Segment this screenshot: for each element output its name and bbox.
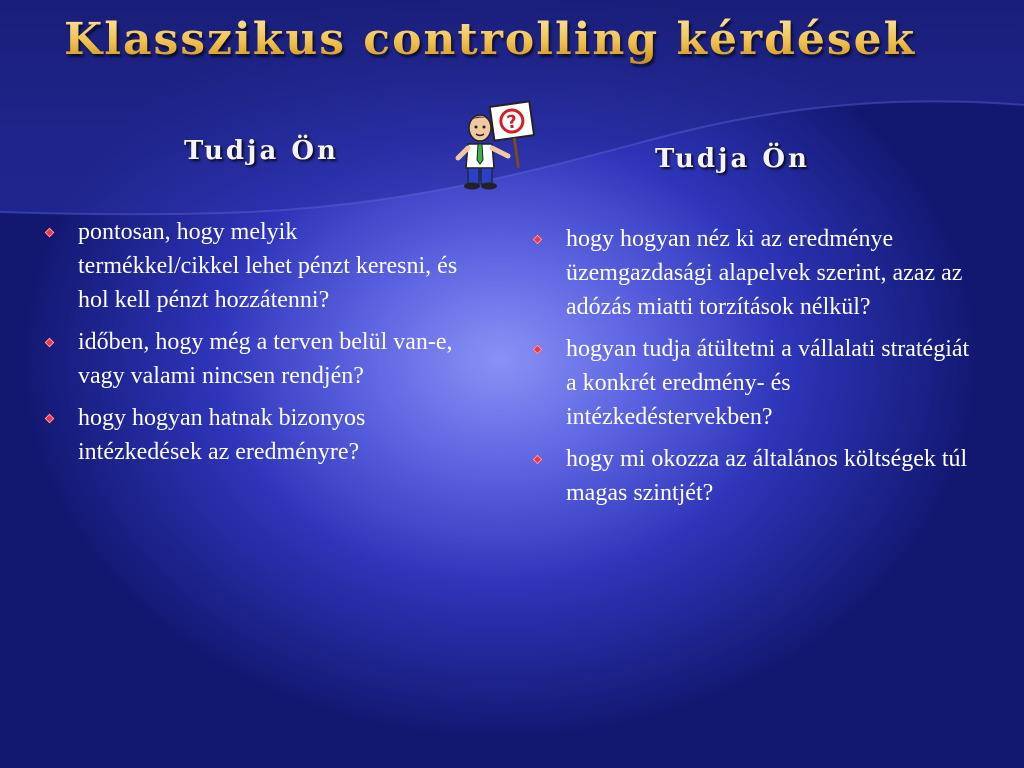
list-item-text: időben, hogy még a terven belül van-e, vagy valami nincsen rendjén? (78, 329, 453, 389)
list-item (42, 215, 462, 317)
left-bullet-list (42, 215, 462, 477)
diamond-bullet-icon (45, 414, 55, 424)
list-item (42, 401, 462, 469)
list-item-text: hogyan tudja átültetni a vállalati stratégiát a konkrét eredmény- és intézkedéstervekben? (566, 336, 970, 430)
list-item-text: hogy hogyan hatnak bizonyos intézkedések az eredményre? (78, 405, 366, 465)
right-bullet-list (530, 222, 980, 518)
list-item-text: hogy hogyan néz ki az eredménye üzemgazdasági alapelvek szerint, azaz az adózás miatti torzítások nélkül? (566, 226, 963, 320)
right-column-heading: Tudja Ön (655, 144, 810, 174)
list-item (530, 442, 980, 510)
diamond-bullet-icon (45, 228, 55, 238)
list-item (530, 332, 980, 434)
diamond-bullet-icon (45, 338, 55, 348)
left-column-heading: Tudja Ön (184, 136, 339, 166)
list-item (42, 325, 462, 393)
list-item (530, 222, 980, 324)
diamond-bullet-icon (533, 235, 543, 245)
slide-title: Klasszikus controlling kérdések (64, 14, 917, 65)
list-item-text: pontosan, hogy melyik termékkel/cikkel lehet pénzt keresni, és hol kell pénzt hozzátenni? (78, 219, 458, 313)
man-holding-question-sign-icon (450, 98, 546, 194)
diamond-bullet-icon (533, 345, 543, 355)
svg-text:?: ? (505, 111, 519, 134)
diamond-bullet-icon (533, 455, 543, 465)
list-item-text: hogy mi okozza az általános költségek túl magas szintjét? (566, 446, 968, 506)
